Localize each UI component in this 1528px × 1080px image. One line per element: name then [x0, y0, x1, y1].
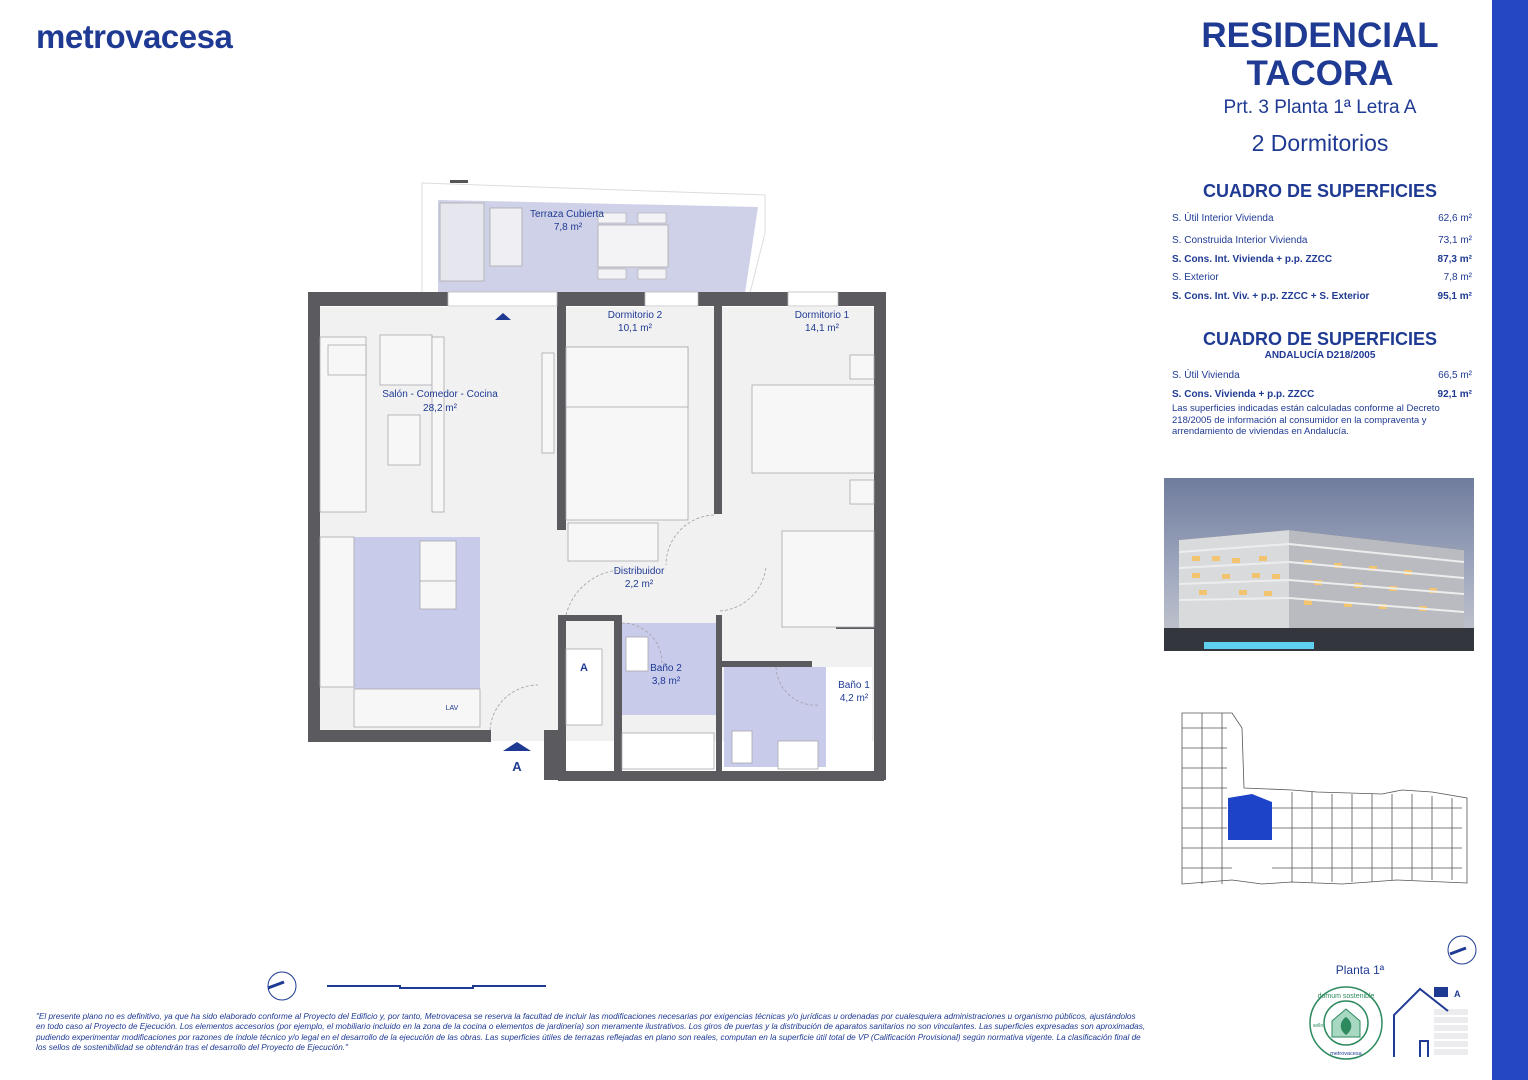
surfaces-table-title: CUADRO DE SUPERFICIES — [1202, 181, 1438, 201]
surface-row — [1172, 213, 1472, 224]
surface-row — [1172, 235, 1472, 246]
project-title-line2: TACORA — [1246, 54, 1394, 93]
kitchen-area — [354, 537, 480, 689]
surface-label: S. Cons. Vivienda + p.p. ZZCC — [1172, 389, 1315, 400]
regulation-note: Las superficies indicadas están calculadas conforme al Decreto 218/2005 de información al consumidor en la compraventa y arrendamiento de viviendas en Andalucía. — [1172, 403, 1440, 437]
project-title-line1: RESIDENCIAL — [1201, 16, 1439, 55]
seal-bottom-text: metrovacesa — [1330, 1051, 1362, 1057]
surface-value: 87,3 m² — [1437, 254, 1472, 265]
surface-label: S. Construida Interior Vivienda — [1172, 235, 1308, 246]
living-name: Salón - Comedor - Cocina — [382, 389, 498, 400]
surface-row — [1172, 291, 1472, 302]
surface-row — [1172, 370, 1472, 381]
key-plan-marker: A — [1454, 989, 1461, 999]
building-render-image — [1164, 478, 1474, 651]
north-compass-icon — [1446, 934, 1478, 966]
bath2-name: Baño 2 — [650, 663, 682, 674]
bed2-name: Dormitorio 2 — [607, 310, 663, 321]
bath1-name: Baño 1 — [838, 680, 870, 691]
brand-stripe — [1492, 0, 1528, 1080]
terrace-name: Terraza Cubierta — [530, 209, 604, 220]
brand-logo: metrovacesa — [36, 18, 233, 55]
bath1-area-value: 4,2 m² — [839, 693, 869, 704]
surface-value: 66,5 m² — [1438, 370, 1472, 381]
surface-value: 92,1 m² — [1437, 389, 1472, 400]
surface-label: S. Útil Interior Vivienda — [1172, 213, 1274, 224]
appliance-label: LAV — [445, 705, 459, 712]
seal-top-text: domum sostenible — [1317, 993, 1375, 1000]
wash-marker: A — [580, 662, 588, 674]
sustainability-seal-icon — [1308, 985, 1384, 1061]
scale-bar — [326, 980, 548, 992]
entrance-marker: A — [512, 759, 522, 774]
andalucia-table-subtitle: ANDALUCÍA D218/2005 — [1264, 350, 1376, 361]
seal-left-text: sello — [1312, 1023, 1324, 1029]
surface-label: S. Útil Vivienda — [1172, 370, 1240, 381]
building-key-plan — [1172, 708, 1472, 888]
key-plan-floor-label: Planta 1ª — [1335, 963, 1385, 977]
andalucia-table-title: CUADRO DE SUPERFICIES — [1202, 329, 1438, 349]
unit-identifier: Prt. 3 Planta 1ª Letra A — [1223, 97, 1417, 118]
bed2-area-value: 10,1 m² — [618, 323, 652, 334]
surface-value: 95,1 m² — [1437, 291, 1472, 302]
bed1-name: Dormitorio 1 — [794, 310, 850, 321]
plan-compass-icon — [266, 970, 298, 1002]
surface-row — [1172, 272, 1472, 283]
bath2-area-value: 3,8 m² — [651, 676, 681, 687]
surface-label: S. Cons. Int. Vivienda + p.p. ZZCC — [1172, 254, 1333, 265]
surface-label: S. Exterior — [1172, 272, 1219, 283]
surface-value: 73,1 m² — [1438, 235, 1472, 246]
surface-row — [1172, 389, 1472, 400]
hall-name: Distribuidor — [613, 566, 665, 577]
surface-value: 7,8 m² — [1443, 272, 1472, 283]
bedroom-count: 2 Dormitorios — [1251, 130, 1389, 156]
living-area-value: 28,2 m² — [423, 403, 457, 414]
unit-locator-icon — [1390, 985, 1480, 1065]
terrace-area-value: 7,8 m² — [553, 222, 583, 233]
bed1-area-value: 14,1 m² — [805, 323, 839, 334]
terrace-area — [422, 180, 765, 293]
surface-value: 62,6 m² — [1438, 213, 1472, 224]
legal-disclaimer: "El presente plano no es definitivo, ya que ha sido elaborado conforme al Proyecto del Edificio y, por tanto, Metrovacesa se reserva la facultad de incluir las modificaciones necesarias por exigencias técnicas y/o jurídicas u ordenadas por cualesquiera administraciones u organismo públicos, ajustándolos en todo caso al Proyecto de Ejecución. Los elementos accesorios (por ejemplo, el mobiliario incluido en la zona de la cocina o elementos de jardinería) son meramente ilustrativos. Los giros de puertas y la distribución de aparatos sanitarios no son vinculantes. Las superficies expresadas son aproximadas, pudiendo experimentar modificaciones por razones de índole técnico y/o legal en el desarrollo de la ejecución de las obras. Las superficies útiles de terrazas reflejadas en plano son reales, computan en la superficie útil total de VP (Calificación Provisional) según normativa vigente. La clasificación final de los sellos de sostenibilidad se obtendrán tras el desarrollo del Proyecto de Ejecución." — [36, 1012, 1146, 1053]
entrance-arrow-icon — [503, 742, 531, 751]
apartment-floor-plan — [300, 175, 900, 785]
hall-area-value: 2,2 m² — [624, 579, 654, 590]
surface-row — [1172, 254, 1472, 265]
surface-label: S. Cons. Int. Viv. + p.p. ZZCC + S. Exterior — [1172, 291, 1370, 302]
